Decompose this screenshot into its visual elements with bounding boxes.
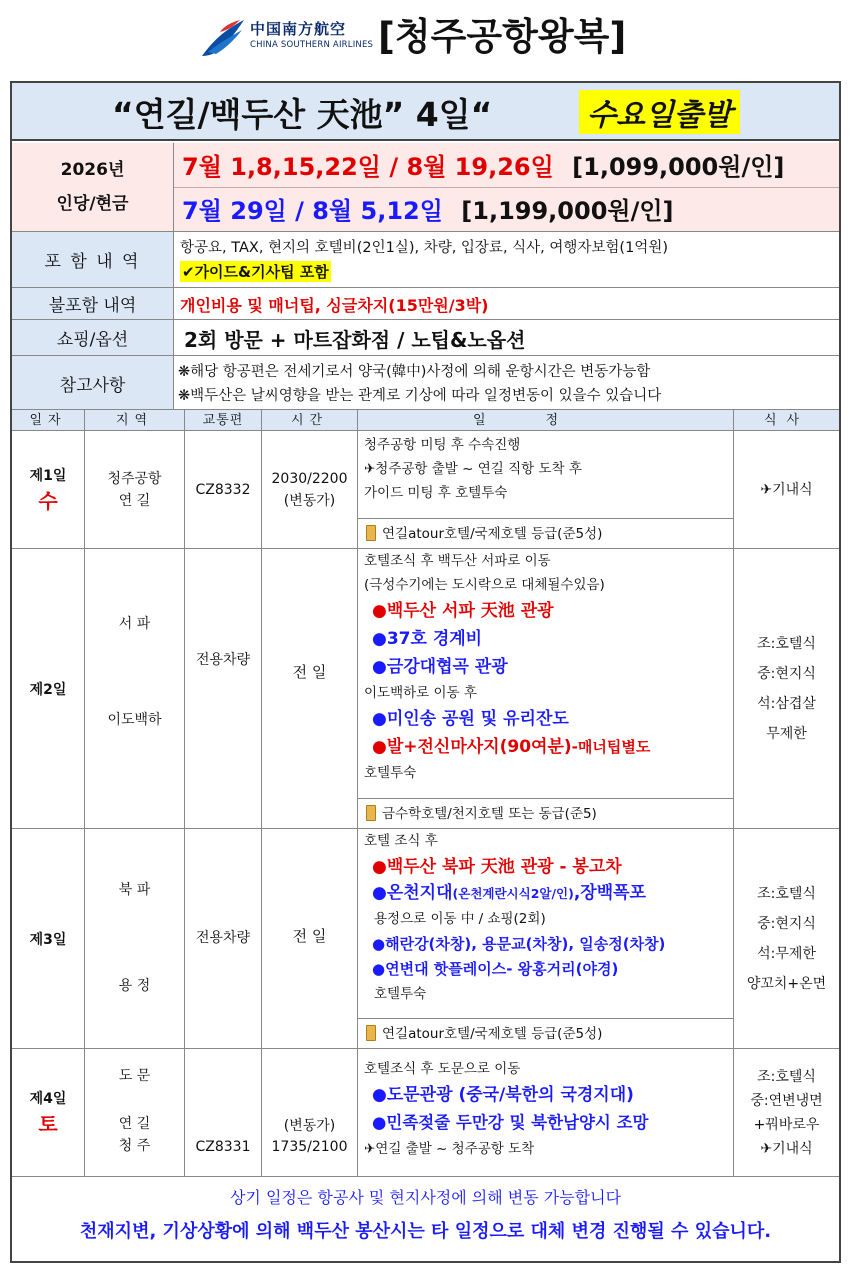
day-2-line-4: ●37호 경계비 <box>372 629 483 649</box>
day-2-line-8-note: -매너팁별도 <box>571 738 651 756</box>
departure-badge: 수요일출발 <box>579 90 740 134</box>
day-2-line-8-main: ●발+전신마사지(90여분) <box>372 737 572 757</box>
day-2-transport: 전용차량 <box>195 652 251 668</box>
day-4-region-3: 청 주 <box>118 1138 151 1154</box>
kapok-flower-icon <box>198 16 246 58</box>
guide-tip-included: ✔가이드&기사팁 포함 <box>182 263 329 281</box>
shopping-row <box>12 319 839 355</box>
day-2-region-2: 이도백하 <box>107 712 162 728</box>
day-2-line-2: (극성수기에는 도시락으로 대체될수있음) <box>364 577 605 593</box>
day-3-time-cell <box>262 829 358 1048</box>
col-itinerary: 일정 <box>358 410 734 431</box>
price-row-2-amount: [1,199,000원/인] <box>461 197 674 225</box>
page-header <box>0 0 850 78</box>
day-3-line-6: ●연변대 핫플레이스- 왕홍거리(야경) <box>372 960 619 978</box>
day-4-transport: CZ8331 <box>195 1139 251 1155</box>
price-label-unit: 인당/현금 <box>56 194 129 214</box>
day-3-line-4: 용정으로 이동 中 / 쇼핑(2회) <box>374 911 546 927</box>
day-2-time: 전 일 <box>292 663 327 681</box>
day-2-line-3: ●백두산 서파 天池 관광 <box>372 601 554 621</box>
day-2-line-8 <box>364 733 729 761</box>
day-3-transport: 전용차량 <box>195 930 251 946</box>
day-1-meal <box>734 431 839 548</box>
day-3-region-1: 북 파 <box>118 882 151 898</box>
day-4-time-1: (변동가) <box>283 1118 336 1134</box>
excluded-label: 불포함 내역 <box>12 288 174 319</box>
day-1-time-2: (변동가) <box>283 492 336 509</box>
day-1-line-1: 청주공항 미팅 후 수속진행 <box>364 437 521 453</box>
col-time: 시간 <box>262 410 358 431</box>
page-title: [청주공항왕복] <box>378 15 627 58</box>
airline-logo <box>198 14 373 60</box>
day-1-row <box>12 431 839 549</box>
day-3-hotel <box>358 1018 733 1048</box>
airline-name-cn: 中国南方航空 <box>250 20 347 38</box>
price-label-year: 2026년 <box>60 160 125 180</box>
hotel-icon <box>366 805 376 821</box>
notes-row <box>12 355 839 409</box>
day-4-label: 제4일 <box>29 1091 67 1107</box>
day-3-itinerary <box>358 829 734 1048</box>
price-section <box>12 143 839 231</box>
day-3-label: 제3일 <box>29 931 67 948</box>
notes-label: 참고사항 <box>12 356 174 410</box>
day-2-line-7: ●미인송 공원 및 유리잔도 <box>372 709 569 729</box>
day-3-meal-3: 석:무제한 <box>757 945 816 962</box>
airline-name-en: CHINA SOUTHERN AIRLINES <box>250 40 374 50</box>
day-2-meal-4: 무제한 <box>766 725 807 742</box>
day-1-region-2: 연 길 <box>118 492 151 509</box>
excluded-row <box>12 287 839 319</box>
day-2-hotel <box>358 798 733 828</box>
col-meal: 식사 <box>763 413 810 428</box>
day-2-hotel-text: 금수학호텔/천지호텔 또는 동급(준5) <box>382 806 597 822</box>
day-2-row <box>12 549 839 829</box>
day-4-region-1: 도 문 <box>118 1068 151 1084</box>
day-3-meal <box>734 829 839 1048</box>
divider <box>174 187 839 188</box>
day-2-meal-3: 석:삼겹살 <box>757 695 816 712</box>
excluded-text: 개인비용 및 매너팁, 싱글차지(15만원/3박) <box>180 296 489 315</box>
day-2-line-9: 호텔투숙 <box>364 765 417 781</box>
day-3-line-2: ●백두산 북파 天池 관광 - 봉고차 <box>372 857 622 877</box>
day-1-hotel <box>358 518 733 548</box>
day-3-meal-2: 중:현지식 <box>757 915 816 932</box>
price-row-1 <box>182 147 784 182</box>
day-3-row <box>12 829 839 1049</box>
day-1-region-1: 청주공항 <box>107 470 162 487</box>
included-row <box>12 231 839 287</box>
day-1-line-3: 가이드 미팅 후 호텔투숙 <box>364 485 508 501</box>
day-3-time: 전 일 <box>292 927 327 945</box>
day-3-region-2: 용 정 <box>118 978 151 994</box>
day-3-label-cell <box>12 829 85 1048</box>
schedule-header <box>12 409 839 431</box>
price-label <box>12 143 174 231</box>
day-1-time-1: 2030/2200 <box>271 470 348 487</box>
day-2-transport-cell <box>185 549 262 828</box>
day-4-transport-cell <box>185 1049 262 1176</box>
footer-notice <box>12 1175 839 1261</box>
day-2-label: 제2일 <box>29 681 67 698</box>
day-1-line-2: ✈청주공항 출발 ~ 연길 직항 도착 후 <box>364 461 582 477</box>
day-4-meal-2: 중:연변냉면 <box>750 1092 823 1109</box>
day-4-itinerary <box>358 1049 734 1176</box>
day-1-hotel-text: 연길atour호텔/국제호텔 등급(준5성) <box>382 526 603 542</box>
day-4-region-2: 연 길 <box>118 1116 151 1132</box>
day-2-region-1: 서 파 <box>118 616 151 632</box>
shopping-text: 2회 방문 + 마트잡화점 / 노팁&노옵션 <box>184 328 526 352</box>
note-flight: ❋해당 항공편은 전세기로서 양국(韓中)사정에 의해 운항시간은 변동가능함 <box>178 364 651 380</box>
day-3-line-5: ●해란강(차창), 용문교(차창), 일송정(차창) <box>372 935 666 953</box>
tour-title-bar <box>12 83 839 141</box>
day-4-line-2: ●도문관광 (중국/북한의 국경지대) <box>372 1085 634 1105</box>
hotel-icon <box>366 525 376 541</box>
day-4-weekday: 토 <box>38 1112 58 1136</box>
col-transport: 교통편 <box>185 410 262 431</box>
day-4-region <box>85 1049 185 1176</box>
day-4-time-cell <box>262 1049 358 1176</box>
day-3-hotel-text: 연길atour호텔/국제호텔 등급(준5성) <box>382 1026 603 1042</box>
day-4-line-4: ✈연길 출발 ~ 청주공항 도착 <box>364 1141 535 1157</box>
day-2-meal-1: 조:호텔식 <box>757 635 816 652</box>
price-row-1-amount: [1,099,000원/인] <box>572 153 785 181</box>
day-1-time <box>262 431 358 548</box>
day-4-meal <box>734 1049 839 1176</box>
day-3-meal-4: 양꼬치+온면 <box>746 975 827 992</box>
day-4-time-2: 1735/2100 <box>271 1139 348 1155</box>
price-row-2-dates: 7월 29일 / 8월 5,12일 <box>182 197 443 225</box>
tour-sheet <box>10 81 841 1263</box>
footer-line-2: 천재지변, 기상상황에 의해 백두산 봉산시는 타 일정으로 대체 변경 진행될 수 있습니다. <box>79 1221 772 1242</box>
day-3-transport-cell <box>185 829 262 1048</box>
day-1-itinerary <box>358 431 734 548</box>
day-2-label-cell <box>12 549 85 828</box>
col-day: 일자 <box>12 410 85 431</box>
day-2-line-5: ●금강대협곡 관광 <box>372 657 508 677</box>
col-region: 지역 <box>85 410 185 431</box>
day-3-region <box>85 829 185 1048</box>
note-weather: ❋백두산은 날씨영향을 받는 관계로 기상에 따라 일정변동이 있을수 있습니다 <box>178 388 662 404</box>
day-1-region <box>85 431 185 548</box>
price-row-1-dates: 7월 1,8,15,22일 / 8월 19,26일 <box>182 153 554 181</box>
day-3-meal-1: 조:호텔식 <box>757 885 816 902</box>
day-2-meal <box>734 549 839 828</box>
day-1-weekday: 수 <box>38 489 58 513</box>
day-3-line-3 <box>364 880 729 907</box>
day-4-line-1: 호텔조식 후 도문으로 이동 <box>364 1061 521 1077</box>
included-label: 포 함 내 역 <box>12 232 174 287</box>
day-2-line-1: 호텔조식 후 백두산 서파로 이동 <box>364 553 551 569</box>
price-row-2 <box>182 191 674 226</box>
day-2-time-cell <box>262 549 358 828</box>
included-text: 항공요, TAX, 현지의 호텔비(2인1실), 차량, 입장료, 식사, 여행자보험(1억원) <box>180 240 668 256</box>
day-3-line-7: 호텔투숙 <box>374 986 427 1002</box>
day-4-meal-4: ✈기내식 <box>760 1140 813 1157</box>
day-3-line-3-c: ,장백폭포 <box>573 883 646 903</box>
day-1-transport: CZ8332 <box>185 431 262 548</box>
day-1-label: 제1일 <box>29 468 67 484</box>
day-3-line-3-b: (온천계란시식2알/인) <box>452 886 574 901</box>
tour-title: “연길/백두산 天池” 4일“ <box>112 95 493 134</box>
day-2-region <box>85 549 185 828</box>
day-4-row <box>12 1049 839 1177</box>
day-2-meal-2: 중:현지식 <box>757 665 816 682</box>
day-1-label-cell <box>12 431 85 548</box>
shopping-label: 쇼핑/옵션 <box>12 320 174 355</box>
day-3-line-3-a: ●온천지대 <box>372 883 453 903</box>
day-4-line-3: ●민족젖줄 두만강 및 북한남양시 조망 <box>372 1113 649 1132</box>
day-2-itinerary <box>358 549 734 828</box>
day-4-meal-3: +꿔바로우 <box>753 1116 820 1133</box>
day-2-line-6: 이도백하로 이동 후 <box>364 685 477 701</box>
hotel-icon <box>366 1025 376 1041</box>
footer-line-1: 상기 일정은 항공사 및 현지사정에 의해 변동 가능합니다 <box>229 1188 622 1207</box>
day-3-line-1: 호텔 조식 후 <box>364 833 438 849</box>
day-1-meal-1: ✈기내식 <box>760 481 813 498</box>
day-4-label-cell <box>12 1049 85 1176</box>
day-4-meal-1: 조:호텔식 <box>757 1068 816 1085</box>
